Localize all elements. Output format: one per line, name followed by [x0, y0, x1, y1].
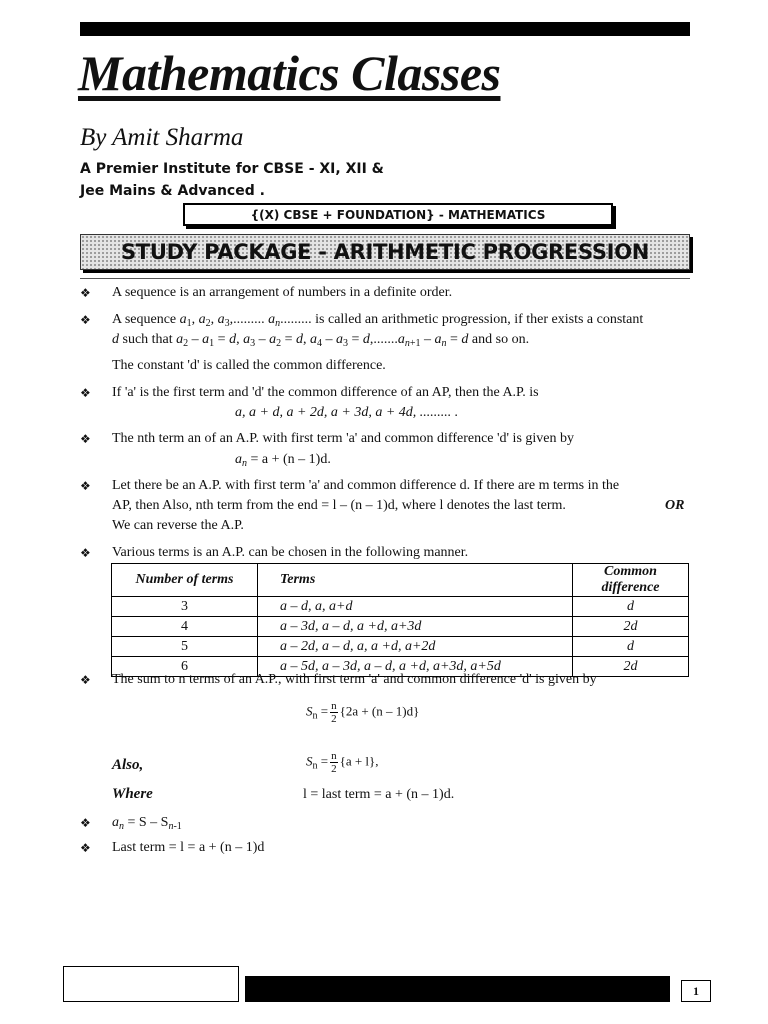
- table-header-cell: Number of terms: [112, 564, 258, 597]
- table-cell: 3: [112, 597, 258, 617]
- point-text: The nth term an of an A.P. with first term 'a' and common difference 'd' is given by: [112, 431, 574, 446]
- page-number: 1: [681, 980, 711, 1002]
- bullet-icon: ❖: [80, 313, 91, 327]
- table-row: [112, 597, 689, 617]
- table-cell: 5: [112, 637, 258, 657]
- table-cell: d: [573, 597, 689, 617]
- point-text: AP, then Also, nth term from the end = l – (n – 1)d, where l denotes the last term.: [112, 498, 566, 513]
- fraction-denominator: 2: [331, 713, 337, 725]
- point-text: Various terms is an A.P. can be chosen in the following manner.: [112, 545, 469, 560]
- table-cell: d: [573, 637, 689, 657]
- table-cell: 2d: [573, 617, 689, 637]
- point-text-part: and so on.: [468, 332, 530, 347]
- also-label: Also,: [112, 757, 144, 773]
- table-cell: 6: [112, 657, 258, 677]
- divider: [80, 278, 690, 279]
- where-formula: l = last term = a + (n – 1)d.: [303, 787, 455, 802]
- table-cell: a – 5d, a – 3d, a – d, a +d, a+3d, a+5d: [258, 657, 573, 677]
- point-text: d such that $a_2 - a_1 = d$, $a_3 - a_2 = d$, $a_4 - a_3 = d,.......a_{n+1} - a_n = d$ and so on.: [112, 332, 530, 349]
- bullet-icon: ❖: [80, 816, 91, 830]
- fraction-numerator: n: [331, 750, 337, 762]
- bullet-icon: ❖: [80, 841, 91, 855]
- sum-formula-1: $S_n$ = $\frac{n}{2}$ {2a + (n – 1)d}: [306, 700, 420, 725]
- bullet-icon: ❖: [80, 479, 91, 493]
- point-text-part: A sequence: [112, 312, 180, 327]
- tagline-line-2: Jee Mains & Advanced .: [80, 183, 265, 199]
- point-text: The constant 'd' is called the common difference.: [112, 358, 386, 373]
- ap-sequence: a, a + d, a + 2d, a + 3d, a + 4d, ......... .: [235, 405, 459, 420]
- header-top-bar: [80, 22, 690, 36]
- table-cell: 2d: [573, 657, 689, 677]
- nth-term-formula: $a_n = a + (n - 1)d$.: [235, 452, 331, 469]
- footer-box: [63, 966, 239, 1002]
- formula-text: {2a + (n – 1)d}: [339, 703, 420, 719]
- bullet-icon: ❖: [80, 432, 91, 446]
- table-row: [112, 637, 689, 657]
- where-label: Where: [112, 786, 153, 802]
- point-text: If 'a' is the first term and 'd' the common difference of an AP, then the A.P. is: [112, 385, 539, 400]
- ap-terms-table: [111, 563, 689, 677]
- bullet-icon: ❖: [80, 546, 91, 560]
- table-cell: 4: [112, 617, 258, 637]
- formula-text: = a + (n – 1)d.: [250, 452, 331, 467]
- point-text: $a_n = S - S_{n-1}$: [112, 815, 182, 832]
- point-text: Last term = l = a + (n – 1)d: [112, 840, 265, 855]
- footer-bar: [245, 976, 670, 1002]
- point-text-part: is called an arithmetic progression, if ther exists a constant: [311, 312, 644, 327]
- point-text-part: such that: [119, 332, 177, 347]
- table-cell: a – d, a, a+d: [258, 597, 573, 617]
- table-header-cell: Common difference: [573, 564, 689, 597]
- fraction-numerator: n: [331, 700, 337, 712]
- table-cell: a – 3d, a – d, a +d, a+3d: [258, 617, 573, 637]
- study-package-banner: STUDY PACKAGE - ARITHMETIC PROGRESSION: [80, 234, 690, 270]
- point-text: Let there be an A.P. with first term 'a' and common difference d. If there are m terms in the: [112, 478, 620, 493]
- point-text: A sequence $a_1$, $a_2$, $a_3$,......... $a_n$......... is called an arithmetic progression, if ther exists a constant: [112, 312, 644, 329]
- author-line: By Amit Sharma: [80, 124, 244, 151]
- point-text: We can reverse the A.P.: [112, 518, 244, 533]
- fraction: [330, 700, 338, 725]
- table-header-cell: Terms: [258, 564, 573, 597]
- fraction: [330, 750, 338, 775]
- tagline-line-1: A Premier Institute for CBSE - XI, XII &: [80, 161, 384, 177]
- bullet-icon: ❖: [80, 386, 91, 400]
- bullet-icon: ❖: [80, 286, 91, 300]
- table-cell: a – 2d, a – d, a, a +d, a+2d: [258, 637, 573, 657]
- or-label: OR: [665, 498, 685, 513]
- sum-formula-2: $S_n$ = $\frac{n}{2}$ {a + l},: [306, 750, 379, 775]
- formula-text: {a + l},: [339, 753, 379, 769]
- fraction-denominator: 2: [331, 763, 337, 775]
- course-label: {(X) CBSE + FOUNDATION} - MATHEMATICS: [183, 203, 613, 226]
- point-text: A sequence is an arrangement of numbers in a definite order.: [112, 285, 453, 300]
- table-header-row: [112, 564, 689, 597]
- point-text: The sum to n terms of an A.P., with first term 'a' and common difference 'd' is given by: [112, 672, 597, 687]
- page-title: Mathematics Classes: [78, 45, 501, 101]
- bullet-icon: ❖: [80, 673, 91, 687]
- table-row: [112, 617, 689, 637]
- formula-text: = S – S: [127, 815, 169, 830]
